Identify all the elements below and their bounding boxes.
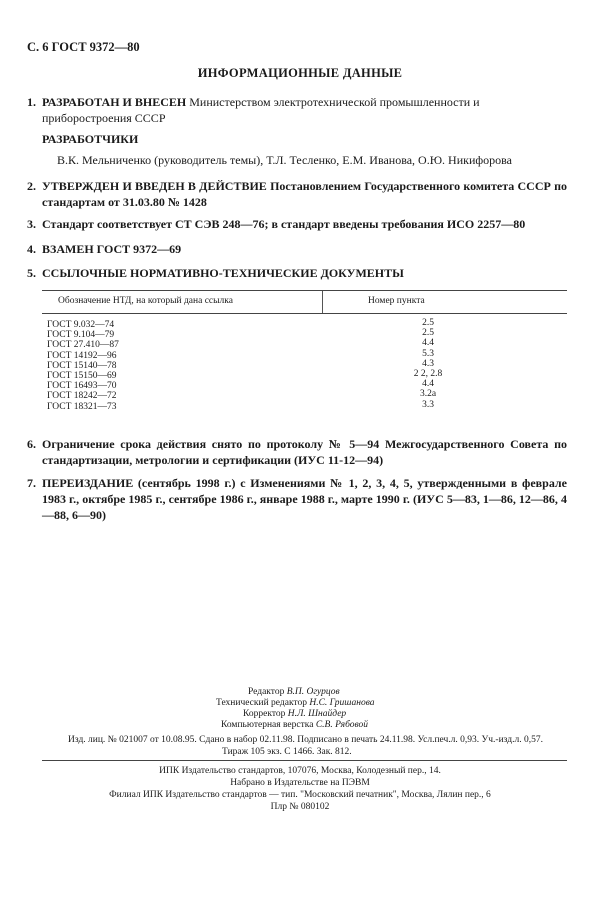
item-2-text: Постановлением Государственного комитета СССР по стандартам от 31.03.80 № 1428: [42, 179, 568, 209]
table-column-separator: [322, 291, 323, 313]
item-1-text: Министерством электротехнической промышленности и приборостроения СССР: [42, 95, 480, 125]
table-cell-clause: 2.5: [422, 318, 434, 328]
credit-layout: [221, 719, 368, 731]
item-3-text: Стандарт соответствует СТ СЭВ 248—76; в стандарт введены требования ИСО 2257—80: [42, 217, 526, 231]
table-cell-clause: 4.3: [422, 358, 434, 369]
item-3-number: 3.: [27, 217, 36, 231]
table-row: ГОСТ 15150—69: [47, 371, 117, 382]
item-2-lead: УТВЕРЖДЕН И ВВЕДЕН В ДЕЙСТВИЕ: [42, 179, 267, 193]
item-2: [27, 178, 567, 210]
item-1: [27, 94, 567, 126]
item-2-number: 2.: [27, 179, 36, 193]
table-cell-clause: 2.5: [422, 328, 434, 339]
table-row: ГОСТ 18242—72: [47, 391, 117, 402]
publisher-line-2: Набрано в Издательстве на ПЭВМ: [230, 778, 370, 788]
table-row: ГОСТ 9.032—74: [47, 320, 115, 330]
table-row: ГОСТ 16493—70: [47, 381, 117, 392]
table-document-column: [47, 320, 119, 412]
item-7-number: 7.: [27, 476, 36, 490]
item-7-text: ПЕРЕИЗДАНИЕ (сентябрь 1998 г.) с Изменениями № 1, 2, 3, 4, 5, утвержденными в феврале 1983 г., октябре 1985 г., сентябре 1986 г., январе 1988 г., марте 1990 г. (ИУС 5—83, 1—86, 12—86, 4—88, 6—90): [42, 476, 567, 522]
credit-editor-name: В.П. Огурцов: [286, 687, 340, 697]
page-title: ИНФОРМАЦИОННЫЕ ДАННЫЕ: [197, 66, 403, 80]
table-row: ГОСТ 15140—78: [47, 360, 117, 371]
table-header-rule: [42, 313, 567, 314]
table-cell-clause: 5.3: [422, 348, 434, 359]
item-5: [27, 265, 567, 281]
credit-layout-name: С.В. Рябовой: [315, 720, 368, 730]
item-7: [27, 475, 567, 523]
imprint-line-2: Тираж 105 экз. С 1466. Зак. 812.: [222, 747, 352, 757]
table-row: ГОСТ 18321—73: [47, 401, 117, 412]
item-4-number: 4.: [27, 242, 36, 256]
imprint-rule: [42, 760, 567, 761]
credit-layout-label: Компьютерная верстка: [221, 720, 314, 730]
publisher-line-1: ИПК Издательство стандартов, 107076, Москва, Колодезный пер., 14.: [159, 766, 441, 776]
credit-editor-label: Редактор: [248, 687, 285, 697]
imprint-line-1: Изд. лиц. № 021007 от 10.08.95. Сдано в набор 02.11.98. Подписано в печать 24.11.98. Усл.печ.л. 0,93. Уч.-изд.л. 0,57.: [68, 735, 543, 745]
credit-tech-editor-name: Н.С. Гришанова: [309, 698, 375, 708]
developers-list: В.К. Мельниченко (руководитель темы), Т.Л. Тесленко, Е.М. Иванова, О.Ю. Никифорова: [57, 153, 512, 167]
page-header: С. 6 ГОСТ 9372—80: [27, 40, 140, 54]
table-cell-clause: 3.3: [422, 399, 434, 410]
item-6: [27, 436, 567, 468]
table-row: ГОСТ 9.104—79: [47, 330, 115, 341]
table-row: ГОСТ 14192—96: [47, 350, 117, 361]
credit-corrector-name: Н.Л. Шнайдер: [287, 709, 347, 719]
table-cell-clause: 2 2, 2.8: [413, 369, 443, 380]
item-1-lead: РАЗРАБОТАН И ВНЕСЕН: [42, 95, 187, 109]
table-header-clause: Номер пункта: [368, 296, 425, 306]
item-5-number: 5.: [27, 266, 36, 280]
table-top-rule: [42, 290, 567, 291]
publisher-line-3: Филиал ИПК Издательство стандартов — тип. "Московский печатник", Москва, Лялин пер., 6: [109, 790, 491, 800]
table-cell-clause: 4.4: [422, 338, 434, 349]
item-4: [27, 241, 567, 257]
item-6-text: Ограничение срока действия снято по протоколу № 5—94 Межгосударственного Совета по стандартизации, метрологии и сертификации (ИУС 11-12—94): [42, 437, 567, 467]
table-clause-column: [380, 318, 476, 410]
developers-heading: РАЗРАБОТЧИКИ: [42, 132, 139, 146]
item-6-number: 6.: [27, 437, 36, 451]
table-cell-clause: 4.4: [422, 379, 434, 390]
item-3: [27, 216, 567, 232]
publisher-line-4: Плр № 080102: [270, 802, 330, 812]
item-5-text: ССЫЛОЧНЫЕ НОРМАТИВНО-ТЕХНИЧЕСКИЕ ДОКУМЕНТЫ: [42, 266, 404, 280]
item-4-text: ВЗАМЕН ГОСТ 9372—69: [42, 242, 182, 256]
publisher-block: [0, 765, 600, 813]
table-cell-clause: 3.2а: [419, 389, 437, 400]
credit-tech-editor-label: Технический редактор: [216, 698, 307, 708]
credit-corrector-label: Корректор: [243, 709, 286, 719]
table-row: ГОСТ 27.410—87: [47, 340, 119, 351]
table-header-document: Обозначение НТД, на который дана ссылка: [58, 296, 233, 306]
item-1-number: 1.: [27, 95, 36, 109]
